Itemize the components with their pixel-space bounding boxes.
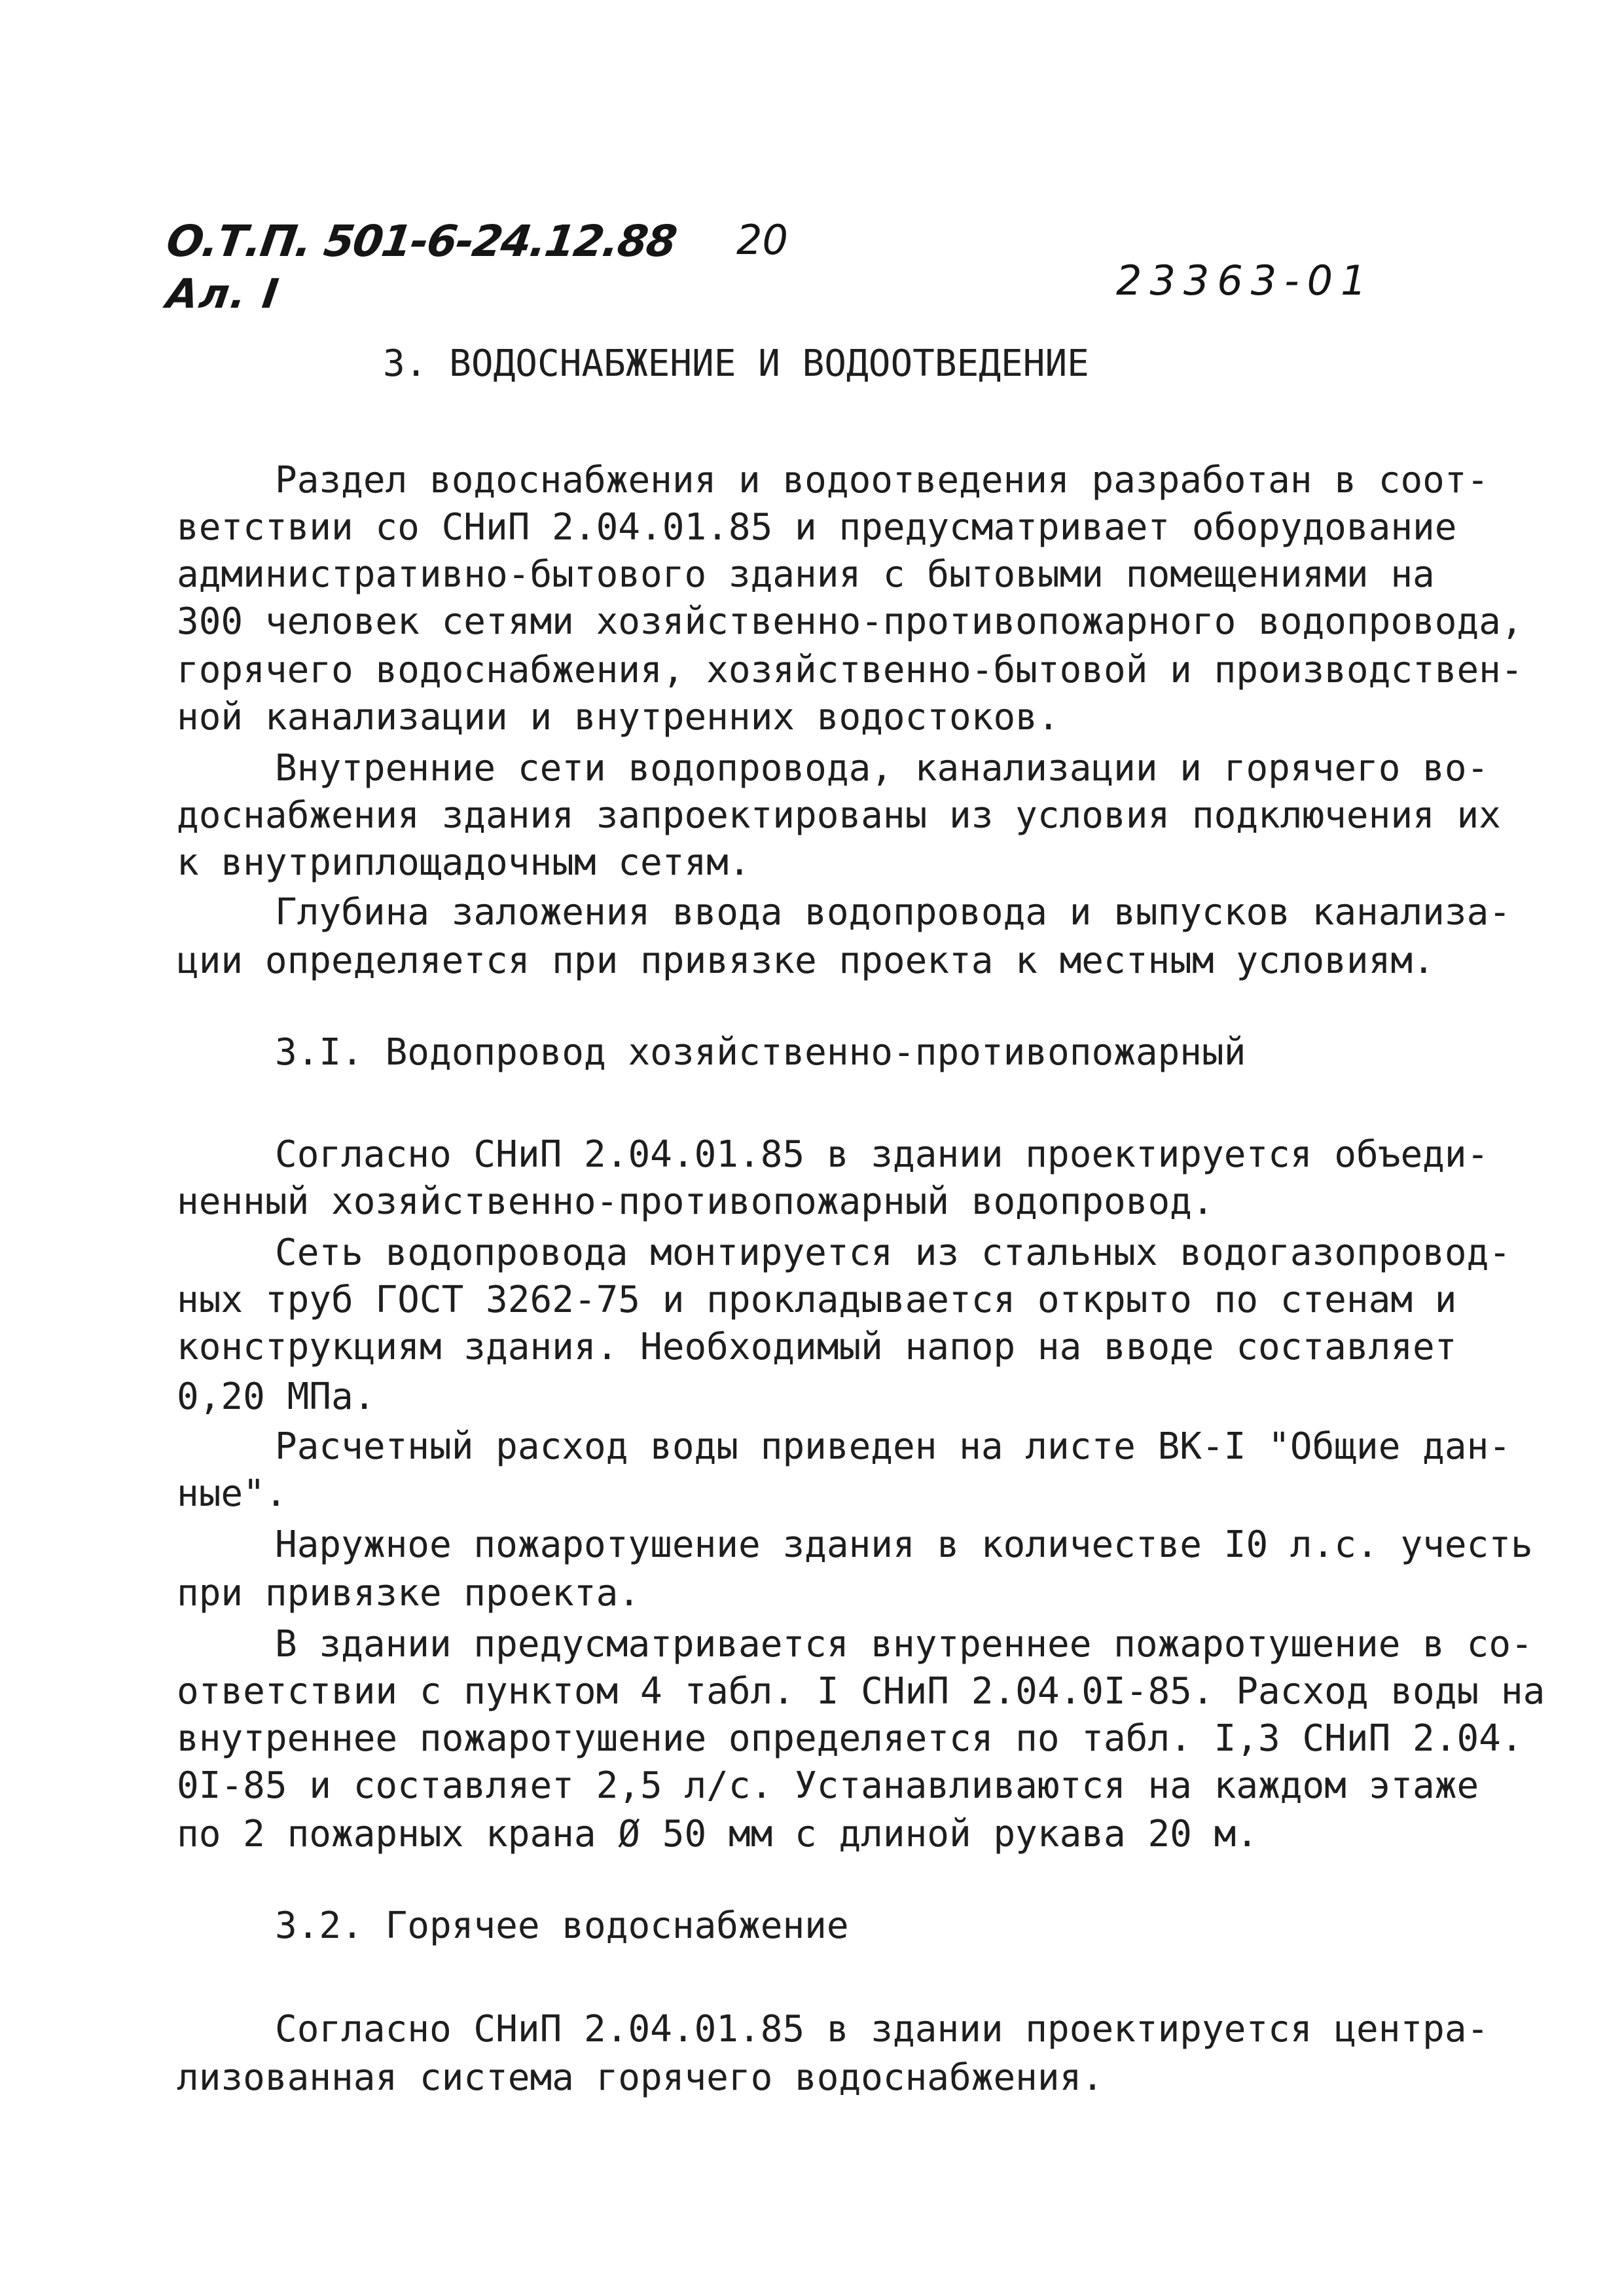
text-line: Согласно СНиП 2.04.01.85 в здании проектируется объеди- [275, 1133, 1489, 1176]
text-line: конструкциям здания. Необходимый напор на вводе составляет [177, 1326, 1457, 1368]
subsection-heading: 3.I. Водопровод хозяйственно-противопожарный [275, 1031, 1246, 1074]
text-line: ной канализации и внутренних водостоков. [177, 696, 1060, 738]
text-line: В здании предусматривается внутреннее пожаротушение в со- [275, 1623, 1533, 1666]
text-line: Согласно СНиП 2.04.01.85 в здании проектируется центра- [275, 2008, 1489, 2050]
text-line: ответствии с пунктом 4 табл. I СНиП 2.04.0I-85. Расход воды на [177, 1670, 1545, 1713]
text-line: Внутренние сети водопровода, канализации и горячего во- [275, 747, 1489, 790]
page-number: 20 [736, 216, 788, 264]
text-line: ветствии со СНиП 2.04.01.85 и предусматривает оборудование [177, 506, 1457, 549]
text-line: административно-бытового здания с бытовыми помещениями на [177, 553, 1435, 596]
text-line: Глубина заложения ввода водопровода и выпусков канализа- [275, 891, 1511, 934]
text-line: горячего водоснабжения, хозяйственно-бытовой и производствен- [177, 649, 1523, 691]
document-code: О.Т.П. 501-6-24.12.88 [163, 216, 679, 266]
text-line: доснабжения здания запроектированы из условия подключения их [177, 794, 1501, 837]
text-line: 0I-85 и составляет 2,5 л/с. Устанавливаются на каждом этаже [177, 1764, 1479, 1807]
text-line: ных труб ГОСТ 3262-75 и прокладывается открыто по стенам и [177, 1279, 1457, 1321]
text-line: Наружное пожаротушение здания в количестве I0 л.с. учесть [275, 1523, 1533, 1566]
text-line: Раздел водоснабжения и водоотведения разработан в соот- [275, 459, 1489, 501]
text-line: по 2 пожарных крана Ø 50 мм с длиной рукава 20 м. [177, 1813, 1259, 1855]
album-number: Ал. I [163, 270, 283, 318]
text-line: ненный хозяйственно-противопожарный водопровод. [177, 1180, 1214, 1223]
section-heading: 3. ВОДОСНАБЖЕНИЕ И ВОДООТВЕДЕНИЕ [383, 342, 1089, 385]
text-line: лизованная система горячего водоснабжения. [177, 2056, 1104, 2099]
subsection-heading: 3.2. Горячее водоснабжение [275, 1904, 849, 1947]
text-line: к внутриплощадочным сетям. [177, 841, 751, 884]
text-line: 0,20 МПа. [177, 1376, 376, 1418]
text-line: Расчетный расход воды приведен на листе ВК-I "Общие дан- [275, 1425, 1511, 1468]
text-line: при привязке проекта. [177, 1572, 641, 1614]
text-line: Сеть водопровода монтируется из стальных водогазопровод- [275, 1231, 1511, 1274]
text-line: ции определяется при привязке проекта к местным условиям. [177, 939, 1435, 982]
text-line: внутреннее пожаротушение определяется по табл. I,3 СНиП 2.04. [177, 1717, 1523, 1760]
text-line: 300 человек сетями хозяйственно-противопожарного водопровода, [177, 600, 1523, 643]
archive-number: 23363-01 [1116, 257, 1375, 304]
text-line: ные". [177, 1472, 287, 1515]
